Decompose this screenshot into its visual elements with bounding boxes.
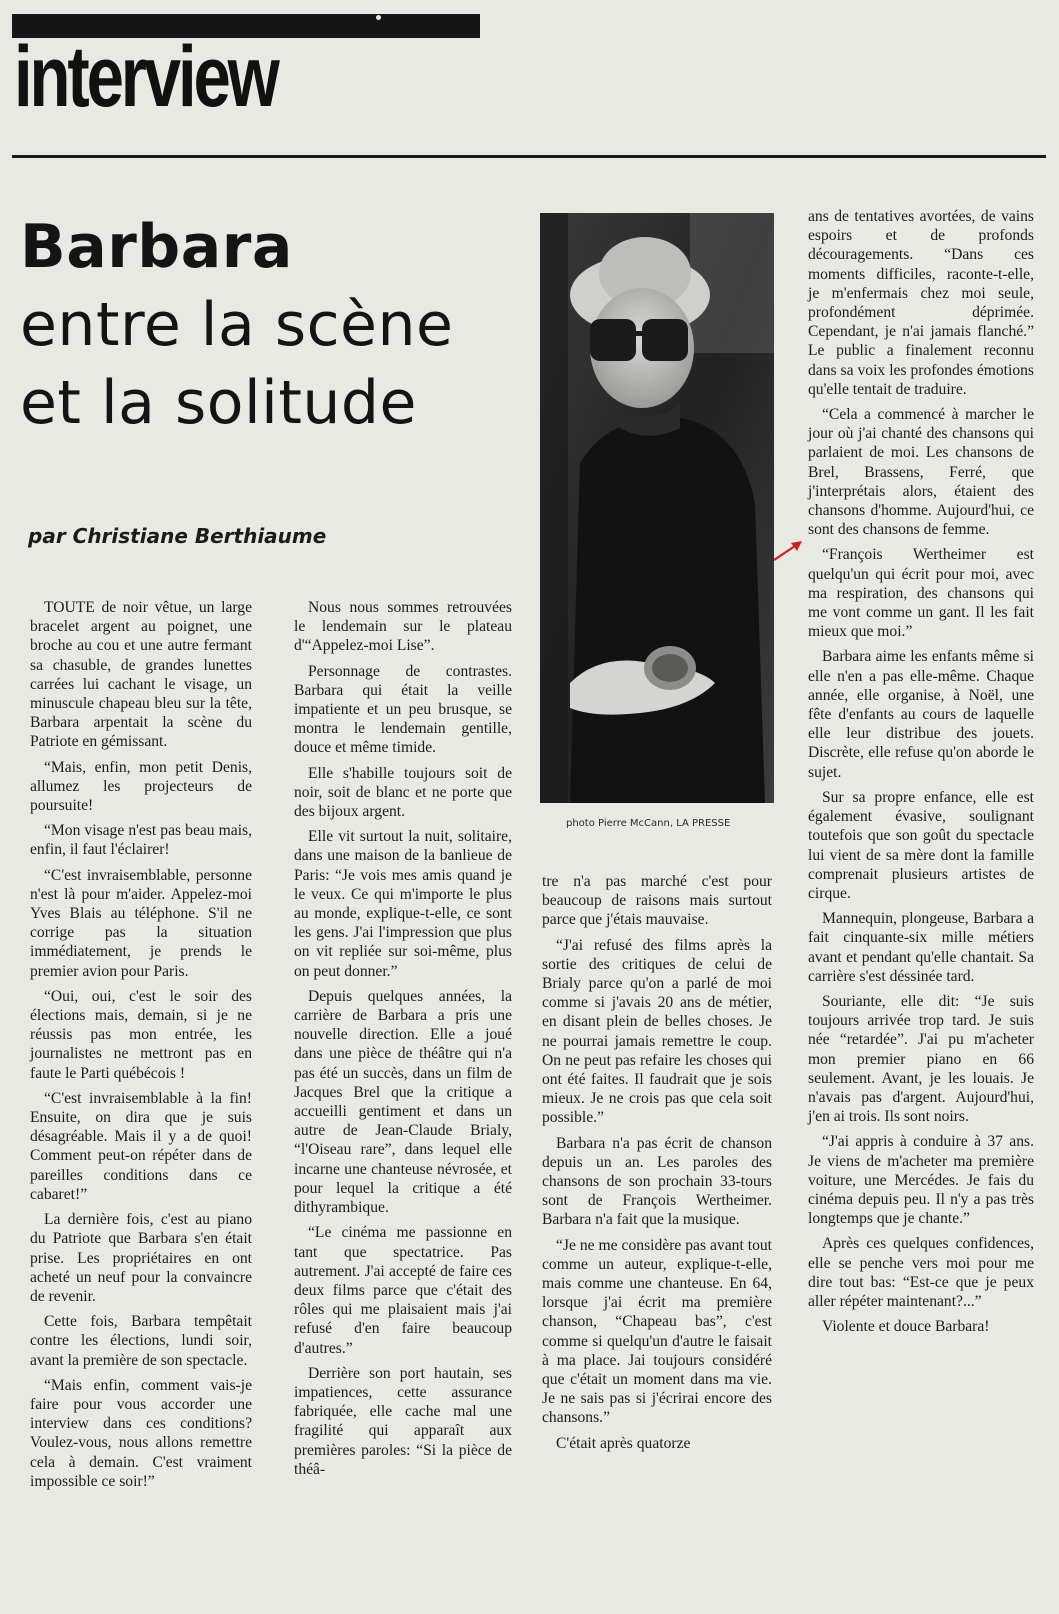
headline xyxy=(20,208,540,442)
paragraph: “François Wertheimer est quelqu'un qui écrit pour moi, avec ma respiration, des chansons qui me vont comme un gant. Il les fait mieux que moi.” xyxy=(808,546,1034,641)
paragraph: La dernière fois, c'est au piano du Patriote que Barbara s'en était prise. Les propriétaires en ont acheté un neuf pour la convaincre de revenir. xyxy=(30,1211,252,1305)
paragraph: “C'est invraisemblable, personne n'est là pour m'aider. Appelez-moi Yves Blais au téléphone. S'il ne corrige pas la situation immédiatement, je prends le premier avion pour Paris. xyxy=(30,866,252,980)
paragraph: “Mais, enfin, mon petit Denis, allumez les projecteurs de poursuite! xyxy=(30,758,252,815)
portrait-photo xyxy=(540,213,774,803)
paragraph: Barbara aime les enfants même si elle n'en a pas elle-même. Chaque année, elle organise, à Noël, une fête d'enfants au cours de laquelle elle leur distribue des jouets. Discrète, elle refuse qu'on aborde le sujet. xyxy=(808,648,1034,781)
article-column-2 xyxy=(294,598,512,1485)
article-column-4 xyxy=(808,207,1034,1342)
paragraph: Barbara n'a pas écrit de chanson depuis un an. Les paroles des chansons de son prochain 33-tours sont de François Wertheimer. Barbara n'a fait que la musique. xyxy=(542,1134,772,1229)
paragraph: C'était après quatorze xyxy=(556,1434,691,1452)
headline-line-1: Barbara xyxy=(20,212,293,282)
paragraph: “Le cinéma me passionne en tant que spectatrice. Pas autrement. J'ai accepté de faire ces deux films parce que c'était des rôles qui me plaisaient mais j'ai refusé d'en faire beaucoup d'autres.” xyxy=(294,1224,512,1357)
headline-line-2: entre la scène xyxy=(20,290,454,360)
paragraph: Cette fois, Barbara tempêtait contre les élections, lundi soir, avant la première de son spectacle. xyxy=(30,1313,252,1369)
paragraph: “Cela a commencé à marcher le jour où j'ai chanté des chansons qui parlaient de moi. Les chansons de Brel, Brassens, Ferré, que j'interprétais alors, étaient des chansons d'homme. Aujourd'hui, ce sont des chansons de femme. xyxy=(808,406,1034,539)
paragraph: Mannequin, plongeuse, Barbara a fait cinquante-six mille métiers avant et pendant qu'elle chantait. Sa carrière s'est déssinée tard. xyxy=(808,910,1034,985)
top-bar-dot xyxy=(376,15,381,20)
paragraph: “Mais enfin, comment vais-je faire pour vous accorder une interview dans ces conditions? Voulez-vous, nous allons remettre cela à demain. C'est vraiment impossible ce soir!” xyxy=(30,1376,252,1490)
section-rule xyxy=(12,155,1046,158)
paragraph: Après ces quelques confidences, elle se penche vers moi pour me dire tout bas: “Est-ce que je peux aller répéter maintenant?...” xyxy=(808,1235,1034,1310)
article-column-1 xyxy=(30,598,252,1497)
paragraph: “Oui, oui, c'est le soir des élections mais, demain, si je ne réussis pas mon entrée, les journalistes ne mettront pas en faute le Parti québécois ! xyxy=(30,987,252,1082)
paragraph: “Je ne me considère pas avant tout comme un auteur, explique-t-elle, mais comme une chanteuse. En 64, lorsque j'ai écrit ma première chanson, “Chapeau bas”, c'est comme si quelqu'un d'autre le faisait à ma place. Jai toujours considéré que c'était un moment dans ma vie. Je ne sais pas si j'écrirai encore des chansons.” xyxy=(542,1236,772,1427)
paragraph: Depuis quelques années, la carrière de Barbara a pris une nouvelle direction. Elle a joué dans une pièce de théâtre qui n'a pas été un succès, dans un film de Jacques Brel que la critique a accueilli gentiment et dans un autre de Jean-Claude Brialy, “l'Oiseau rare”, dans lequel elle incarne une chanteuse névrosée, et pour lequel la critique a été dithyrambique. xyxy=(294,987,512,1217)
portrait-image xyxy=(540,213,774,803)
paragraph: “J'ai appris à conduire à 37 ans. Je viens de m'acheter ma première voiture, une Mercédes. Je fais du cinéma depuis peu. Il n'y a pas très longtemps que je chante.” xyxy=(808,1133,1034,1228)
paragraph: ans de tentatives avortées, de vains espoirs et de profonds découragements. “Dans ces moments difficiles, raconte-t-elle, je m'enfermais chez moi seule, profondément déprimée. Cependant, je n'ai jamais flanché.” Le public a finalement reconnu dans sa voix les profondes émotions qu'elle tentait de traduire. xyxy=(808,208,1034,398)
paragraph: TOUTE de noir vêtue, un large bracelet argent au poignet, une broche au cou et une autre fermant sa chasuble, de grandes lunettes carrées lui cachant le visage, un minuscule chapeau bleu sur la tête, Barbara arpentait la scène du Patriote en gémissant. xyxy=(30,599,252,751)
paragraph: tre n'a pas marché c'est pour beaucoup de raisons mais surtout parce que j'étais mauvaise. xyxy=(542,873,772,929)
red-arrow-icon xyxy=(772,538,804,562)
paragraph: Derrière son port hautain, ses impatiences, cette assurance fabriquée, elle cache mal une fragilité qui apparaît aux premières paroles: “Si la pièce de théâ- xyxy=(294,1364,512,1478)
photo-caption: photo Pierre McCann, LA PRESSE xyxy=(566,818,731,829)
article-column-3 xyxy=(542,872,772,1459)
byline: par Christiane Berthiaume xyxy=(28,524,327,548)
paragraph: “J'ai refusé des films après la sortie des critiques de celui de Brialy parce qu'on a parlé de moi comme si j'avais 20 ans de métier, en disant plein de belles choses. Je ne pourrai jamais remettre le coup. On ne peut pas refaire les choses qui ont été faites. Il faudrait que je sois mieux. Je ne crois pas que cela soit possible.” xyxy=(542,936,772,1127)
paragraph: Elle s'habille toujours soit de noir, soit de blanc et ne porte que des bijoux argent. xyxy=(294,764,512,821)
paragraph: Violente et douce Barbara! xyxy=(822,1318,990,1336)
section-kicker: interview xyxy=(14,29,277,125)
paragraph: “Mon visage n'est pas beau mais, enfin, il faut l'éclairer! xyxy=(30,822,252,859)
paragraph: Personnage de contrastes. Barbara qui était la veille impatiente et un peu brusque, se montra le lendemain gentille, douce et même timide. xyxy=(294,662,512,757)
paragraph: “C'est invraisemblable à la fin! Ensuite, on dira que je suis désagréable. Mais il y a de quoi! Comment peut-on répéter dans de pareilles conditions dans ce cabaret!” xyxy=(30,1089,252,1203)
paragraph: Nous nous sommes retrouvées le lendemain sur le plateau d'“Appelez-moi Lise”. xyxy=(294,599,512,655)
paragraph: Elle vit surtout la nuit, solitaire, dans une maison de la banlieue de Paris: “Je vois mes amis quand je le veux. Ce qui m'importe le plus au monde, explique-t-elle, ce sont les gens. J'ai l'impression que plus on vit repliée sur soi-même, plus on peut donner.” xyxy=(294,828,512,980)
headline-line-3: et la solitude xyxy=(20,368,417,438)
paragraph: Souriante, elle dit: “Je suis toujours arrivée trop tard. Je suis née “retardée”. J'ai pu m'acheter mon premier piano en 66 seulement. Avant, je les louais. Je n'avais pas d'argent. Aujourd'hui, j'en ai trois. Ils sont noirs. xyxy=(808,992,1034,1126)
paragraph: Sur sa propre enfance, elle est également évasive, soulignant toutefois que son goût du spectacle lui vient de sa mère dont la famille comprenait plusieurs artistes de cirque. xyxy=(808,788,1034,902)
